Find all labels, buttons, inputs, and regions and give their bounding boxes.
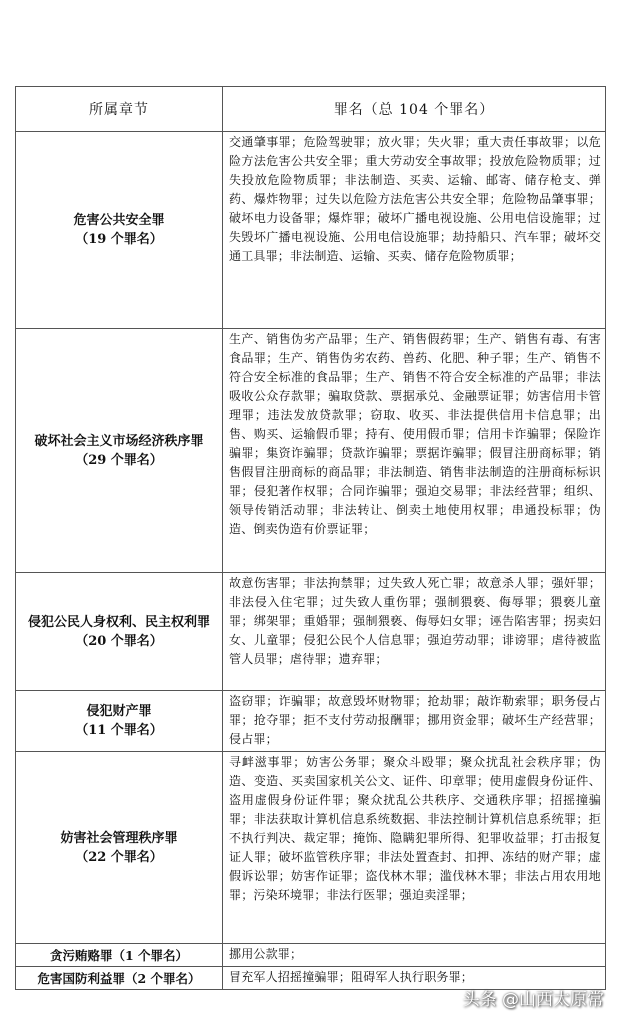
chapter-cell bbox=[16, 329, 223, 573]
crime-names: 寻衅滋事罪；妨害公务罪；聚众斗殴罪；聚众扰乱社会秩序罪；伪造、变造、买卖国家机关公文、证件、印章罪；使用虚假身份证件、盗用虚假身份证件罪；聚众扰乱公共秩序、交通秩序罪；招摇撞骗罪；非法获取计算机信息系统数据、非法控制计算机信息系统罪；拒不执行判决、裁定罪；掩饰、隐瞒犯罪所得、犯罪收益罪；打击报复证人罪；破坏监管秩序罪；非法处置查封、扣押、冻结的财产罪；虚假诉讼罪；妨害作证罪；盗伐林木罪；滥伐林木罪；非法占用农用地罪；污染环境罪；非法行医罪；强迫卖淫罪； bbox=[223, 752, 606, 944]
table-row-property bbox=[16, 691, 606, 752]
header-chapter: 所属章节 bbox=[16, 87, 223, 132]
watermark: 头条 @山西太原常 bbox=[462, 990, 604, 1010]
chapter-name: 危害国防利益罪 bbox=[37, 970, 125, 986]
chapter-name: 破坏社会主义市场经济秩序罪 bbox=[34, 433, 204, 449]
table-row-social-management bbox=[16, 752, 606, 944]
crime-names: 交通肇事罪；危险驾驶罪；放火罪；失火罪；重大责任事故罪；以危险方法危害公共安全罪；重大劳动安全事故罪；投放危险物质罪；过失投放危险物质罪；非法制造、买卖、运输、邮寄、储存枪支、弹药、爆炸物罪；过失以危险方法危害公共安全罪；危险物品肇事罪；破坏电力设备罪；爆炸罪；破坏广播电视设施、公用电信设施罪；过失毁坏广播电视设施、公用电信设施罪；劫持船只、汽车罪；破坏交通工具罪；非法制造、运输、买卖、储存危险物质罪； bbox=[223, 132, 606, 329]
crime-names: 盗窃罪；诈骗罪；故意毁坏财物罪；抢劫罪；敲诈勒索罪；职务侵占罪；抢夺罪；拒不支付劳动报酬罪；挪用资金罪；破坏生产经营罪；侵占罪； bbox=[223, 691, 606, 752]
chapter-cell bbox=[16, 752, 223, 944]
crime-names: 冒充军人招摇撞骗罪；阻碍军人执行职务罪； bbox=[223, 967, 606, 990]
table-row-corruption bbox=[16, 944, 606, 967]
chapter-count: （20 个罪名） bbox=[75, 633, 163, 649]
chapter-count: （11 个罪名） bbox=[75, 723, 163, 738]
chapter-name: 妨害社会管理秩序罪 bbox=[60, 830, 178, 846]
chapter-cell bbox=[16, 944, 223, 967]
crime-names: 生产、销售伪劣产品罪；生产、销售假药罪；生产、销售有毒、有害食品罪；生产、销售伪劣农药、兽药、化肥、种子罪；生产、销售不符合安全标准的食品罪；生产、销售不符合安全标准的产品罪；非法吸收公众存款罪；骗取贷款、票据承兑、金融票证罪；妨害信用卡管理罪；违法发放贷款罪；窃取、收买、非法提供信用卡信息罪；出售、购买、运输假币罪；持有、使用假币罪；信用卡诈骗罪；保险诈骗罪；集资诈骗罪；贷款诈骗罪；票据诈骗罪；假冒注册商标罪；销售假冒注册商标的商品罪；非法制造、销售非法制造的注册商标标识罪；侵犯著作权罪；合同诈骗罪；强迫交易罪；非法经营罪；组织、领导传销活动罪；非法转让、倒卖土地使用权罪；串通投标罪；伪造、倒卖伪造有价票证罪； bbox=[223, 329, 606, 573]
chapter-cell bbox=[16, 132, 223, 329]
chapter-cell bbox=[16, 691, 223, 752]
chapter-count: （1 个罪名） bbox=[112, 947, 189, 963]
chapter-count: （29 个罪名） bbox=[75, 452, 163, 468]
table-row-market-economy bbox=[16, 329, 606, 573]
chapter-name: 侵犯财产罪 bbox=[86, 704, 152, 719]
chapter-cell bbox=[16, 967, 223, 990]
chapter-count: （22 个罪名） bbox=[75, 849, 163, 865]
chapter-name: 侵犯公民人身权利、民主权利罪 bbox=[27, 614, 210, 630]
header-names: 罪名（总 104 个罪名） bbox=[223, 87, 606, 132]
chapter-name: 危害公共安全罪 bbox=[73, 213, 165, 228]
crime-names: 故意伤害罪；非法拘禁罪；过失致人死亡罪；故意杀人罪；强奸罪；非法侵入住宅罪；过失致人重伤罪；强制猥亵、侮辱罪；猥亵儿童罪；绑架罪；重婚罪；强制猥亵、侮辱妇女罪；诬告陷害罪；拐卖妇女、儿童罪；侵犯公民个人信息罪；强迫劳动罪；诽谤罪；虐待被监管人员罪；虐待罪；遗弃罪； bbox=[223, 573, 606, 691]
chapter-cell bbox=[16, 573, 223, 691]
crime-table bbox=[15, 86, 606, 990]
header-row bbox=[16, 87, 606, 132]
chapter-count: （2 个罪名） bbox=[124, 970, 201, 986]
chapter-count: （19 个罪名） bbox=[75, 232, 163, 247]
crime-names: 挪用公款罪； bbox=[223, 944, 606, 967]
chapter-name: 贪污贿赂罪 bbox=[49, 947, 113, 963]
table-row-personal-rights bbox=[16, 573, 606, 691]
table-row-public-safety bbox=[16, 132, 606, 329]
